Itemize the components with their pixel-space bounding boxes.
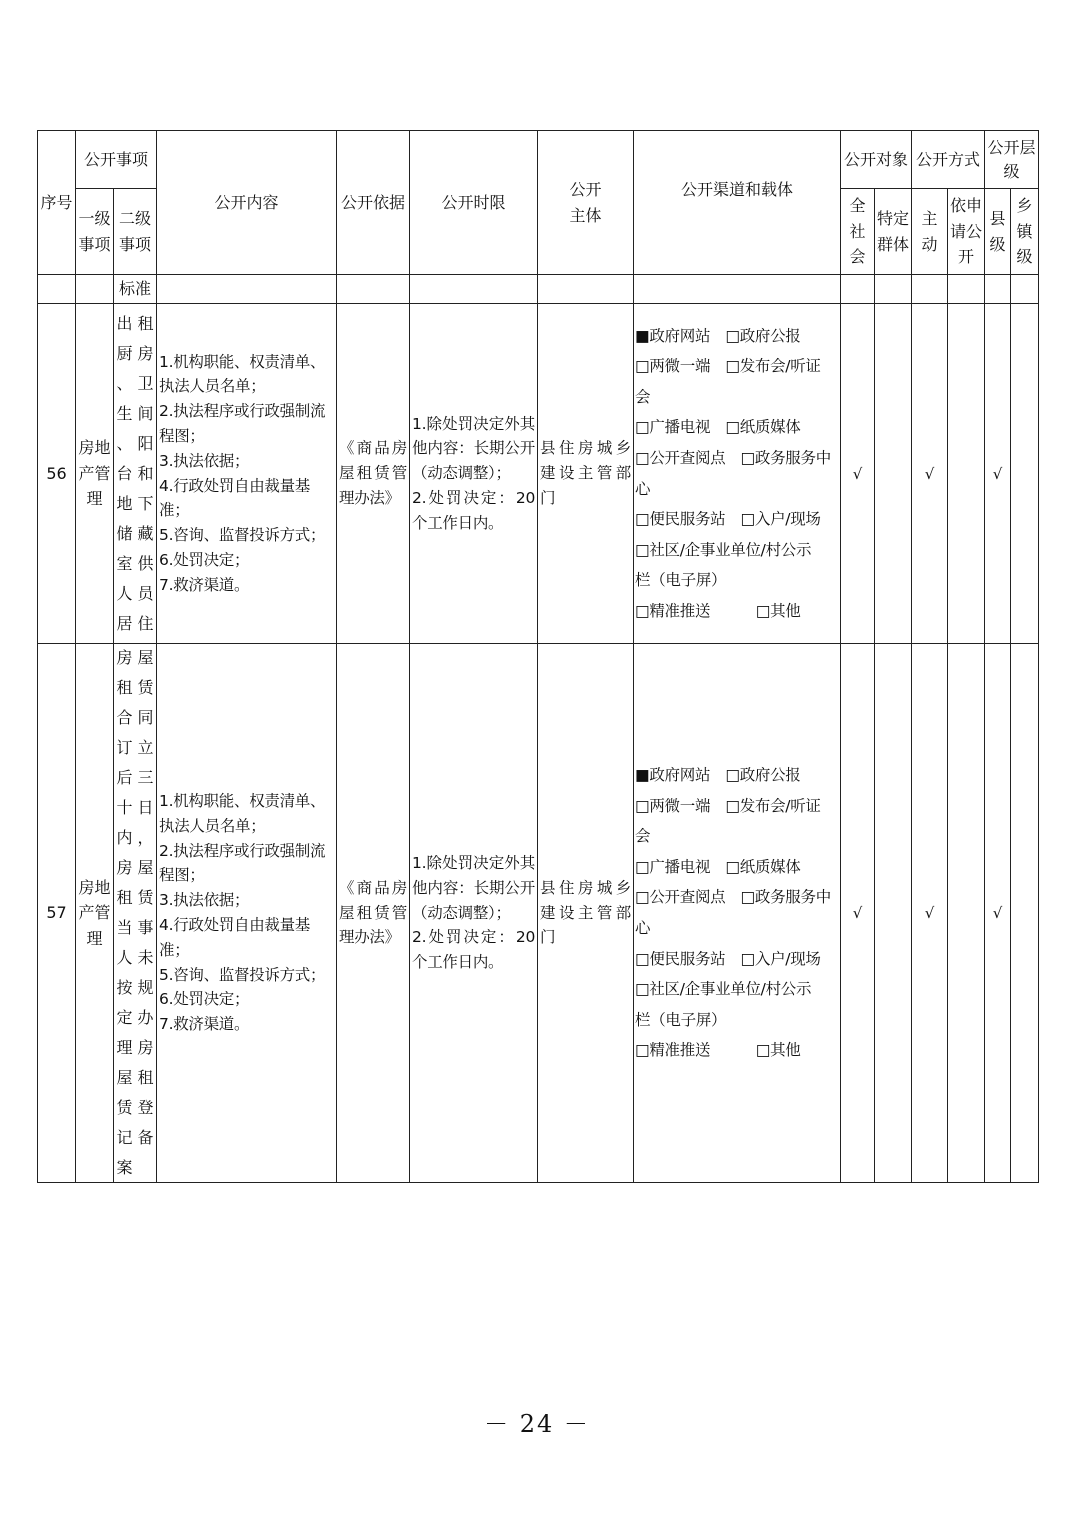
channel-line: □精准推送 □其他 xyxy=(635,1041,801,1060)
level2-char: 屋 xyxy=(137,648,154,667)
row-level2 xyxy=(114,304,157,644)
level2-char: 赁 xyxy=(137,888,154,907)
row-level1: 房地产管理 xyxy=(76,304,114,644)
row-obj-specific xyxy=(875,304,912,644)
channel-line: 心 xyxy=(635,479,651,498)
level2-char: 屋 xyxy=(116,1068,133,1087)
level2-char: 储 xyxy=(116,523,133,543)
level2-char: 理 xyxy=(116,1038,133,1057)
level2-char: 十 xyxy=(116,798,133,817)
level2-char: 后 xyxy=(116,768,133,787)
level2-char: 台 xyxy=(116,463,133,483)
header-channel: 公开渠道和载体 xyxy=(634,131,841,275)
channel-line: □广播电视 □纸质媒体 xyxy=(635,418,801,437)
time-limit-item: 1.除处罚决定外其他内容：长期公开（动态调整）； xyxy=(412,414,536,483)
row-lvl-county: √ xyxy=(985,644,1011,1183)
level2-char: 间 xyxy=(137,403,154,423)
level2-char: 租 xyxy=(137,313,154,333)
content-item: 7.救济渠道。 xyxy=(159,1015,250,1034)
level2-char: 三 xyxy=(137,768,154,787)
carry-level2: 标准 xyxy=(114,275,157,304)
level2-char: 按 xyxy=(116,978,133,997)
content-item: 5.咨询、监督投诉方式； xyxy=(159,526,326,545)
level2-char: 阳 xyxy=(137,433,154,453)
level2-char: 定 xyxy=(116,1008,133,1027)
level2-char: 备 xyxy=(137,1128,154,1147)
level2-char: 未 xyxy=(137,948,154,967)
content-item: 4.行政处罚自由裁量基准； xyxy=(159,476,311,520)
channel-line: □公开查阅点 □政务服务中 xyxy=(635,448,831,467)
header-level2: 二级事项 xyxy=(114,189,157,275)
content-item: 6.处罚决定； xyxy=(159,550,250,569)
level2-char: 登 xyxy=(137,1098,154,1117)
content-item: 3.执法依据； xyxy=(159,891,250,910)
row-level1: 房地产管理 xyxy=(76,644,114,1183)
level2-char: 租 xyxy=(116,678,133,697)
row-obj-specific xyxy=(875,644,912,1183)
level2-char: 员 xyxy=(137,583,154,603)
header-mode-apply: 依申请公开 xyxy=(948,189,985,275)
channel-line: □两微一端 □发布会/听证 xyxy=(635,357,821,376)
level2-char: 供 xyxy=(137,553,154,573)
level2-char: 出 xyxy=(116,313,133,333)
header-level1: 一级事项 xyxy=(76,189,114,275)
level2-char: 合 xyxy=(116,708,133,727)
level2-char: 同 xyxy=(137,708,154,727)
row-channels xyxy=(634,304,841,644)
level2-char: 下 xyxy=(137,493,154,513)
header-basis: 公开依据 xyxy=(337,131,410,275)
header-obj-all: 全社会 xyxy=(841,189,875,275)
row-content xyxy=(157,644,337,1183)
channel-line: □社区/企事业单位/村公示 xyxy=(635,980,812,999)
channel-line: 会 xyxy=(635,827,651,846)
row-time-limit xyxy=(410,644,538,1183)
row-basis: 《商品房屋租赁管理办法》 xyxy=(337,644,410,1183)
channel-line: □广播电视 □纸质媒体 xyxy=(635,857,801,876)
level2-char: 内 xyxy=(116,828,133,847)
level2-char: 日 xyxy=(137,798,154,817)
carry-over-row xyxy=(38,275,1039,304)
row-mode-apply xyxy=(948,304,985,644)
header-subject: 公开主体 xyxy=(538,131,634,275)
level2-char: 人 xyxy=(116,948,133,967)
header-items-group: 公开事项 xyxy=(76,131,157,189)
level2-char: 案 xyxy=(116,1158,133,1177)
row-level2 xyxy=(114,644,157,1183)
table-row xyxy=(38,644,1039,1183)
level2-char: 立 xyxy=(137,738,154,757)
header-time-limit: 公开时限 xyxy=(410,131,538,275)
content-item: 2.执法程序或行政强制流程图； xyxy=(159,402,326,445)
level2-char: 赁 xyxy=(137,678,154,697)
content-item: 1.机构职能、权责清单、执法人员名单； xyxy=(159,352,326,396)
row-mode-apply xyxy=(948,644,985,1183)
level2-char: 、 xyxy=(116,433,133,453)
level2-char: 居 xyxy=(116,613,133,633)
content-item: 1.机构职能、权责清单、执法人员名单； xyxy=(159,792,326,835)
row-mode-active: √ xyxy=(912,644,948,1183)
level2-char: 租 xyxy=(116,888,133,907)
channel-line: □便民服务站 □入户/现场 xyxy=(635,949,821,968)
level2-char: 藏 xyxy=(137,523,154,543)
channel-line: □精准推送 □其他 xyxy=(635,601,801,620)
level2-char: 房 xyxy=(137,1038,154,1057)
row-obj-all: √ xyxy=(841,304,875,644)
level2-char: 事 xyxy=(137,918,154,937)
level2-char: 地 xyxy=(116,493,133,513)
row-lvl-county: √ xyxy=(985,304,1011,644)
channel-line: ■政府网站 □政府公报 xyxy=(635,766,801,785)
content-item: 4.行政处罚自由裁量基准； xyxy=(159,916,311,959)
disclosure-table xyxy=(37,130,1039,1183)
level2-char: 住 xyxy=(137,613,154,633)
row-channels xyxy=(634,644,841,1183)
channel-line: ■政府网站 □政府公报 xyxy=(635,326,801,345)
header-lvl-town: 乡镇级 xyxy=(1011,189,1039,275)
header-level-group: 公开层级 xyxy=(985,131,1039,189)
level2-char: 和 xyxy=(137,463,154,483)
row-subject: 县住房城乡建设主管部门 xyxy=(538,304,634,644)
row-mode-active: √ xyxy=(912,304,948,644)
header-content: 公开内容 xyxy=(157,131,337,275)
level2-char: 生 xyxy=(116,403,133,423)
level2-char: 卫 xyxy=(137,373,154,393)
channel-line: □社区/企事业单位/村公示 xyxy=(635,540,812,559)
channel-line: □公开查阅点 □政务服务中 xyxy=(635,888,831,907)
row-lvl-town xyxy=(1011,304,1039,644)
row-content xyxy=(157,304,337,644)
channel-line: 心 xyxy=(635,919,651,937)
channel-line: 栏（电子屏） xyxy=(635,1010,727,1029)
header-mode-group: 公开方式 xyxy=(912,131,985,189)
level2-char: 规 xyxy=(137,978,154,997)
row-subject: 县住房城乡建设主管部门 xyxy=(538,644,634,1183)
row-obj-all: √ xyxy=(841,644,875,1183)
level2-char: 屋 xyxy=(137,858,154,877)
content-item: 6.处罚决定； xyxy=(159,990,250,1009)
channel-line: □两微一端 □发布会/听证 xyxy=(635,796,821,815)
row-basis: 《商品房屋租赁管理办法》 xyxy=(337,304,410,644)
page-number: － 24 － xyxy=(484,1410,590,1438)
level2-char: 房 xyxy=(116,648,133,667)
level2-char: 房 xyxy=(137,343,154,363)
content-item: 7.救济渠道。 xyxy=(159,575,250,594)
row-time-limit xyxy=(410,304,538,644)
level2-char: 租 xyxy=(137,1068,154,1087)
header-object-group: 公开对象 xyxy=(841,131,912,189)
channel-line: 栏（电子屏） xyxy=(635,571,727,590)
level2-char: 房 xyxy=(116,858,133,877)
content-item: 2.执法程序或行政强制流程图； xyxy=(159,841,326,885)
content-item: 3.执法依据； xyxy=(159,451,250,470)
level2-char: 记 xyxy=(116,1128,133,1147)
header-lvl-county: 县级 xyxy=(985,189,1011,275)
row-seq: 57 xyxy=(38,644,76,1183)
channel-line: □便民服务站 □入户/现场 xyxy=(635,510,821,529)
level2-char: 厨 xyxy=(116,343,133,363)
row-seq: 56 xyxy=(38,304,76,644)
level2-char: 办 xyxy=(137,1008,154,1027)
table-row xyxy=(38,304,1039,644)
level2-char: 、 xyxy=(116,373,133,393)
row-lvl-town xyxy=(1011,644,1039,1183)
time-limit-item: 1.除处罚决定外其他内容：长期公开（动态调整）； xyxy=(412,854,536,922)
header-obj-specific: 特定群体 xyxy=(875,189,912,275)
level2-char: 赁 xyxy=(116,1098,133,1117)
time-limit-item: 2.处罚决定：20个工作日内。 xyxy=(412,488,536,532)
time-limit-item: 2.处罚决定：20个工作日内。 xyxy=(412,928,536,972)
header-seq: 序号 xyxy=(38,131,76,275)
level2-char: 人 xyxy=(116,583,133,603)
content-item: 5.咨询、监督投诉方式； xyxy=(159,965,326,984)
channel-line: 会 xyxy=(635,387,651,406)
level2-char: 当 xyxy=(116,918,133,937)
level2-char: ， xyxy=(137,828,154,847)
header-mode-active: 主动 xyxy=(912,189,948,275)
level2-char: 订 xyxy=(116,738,133,757)
level2-char: 室 xyxy=(116,553,133,573)
